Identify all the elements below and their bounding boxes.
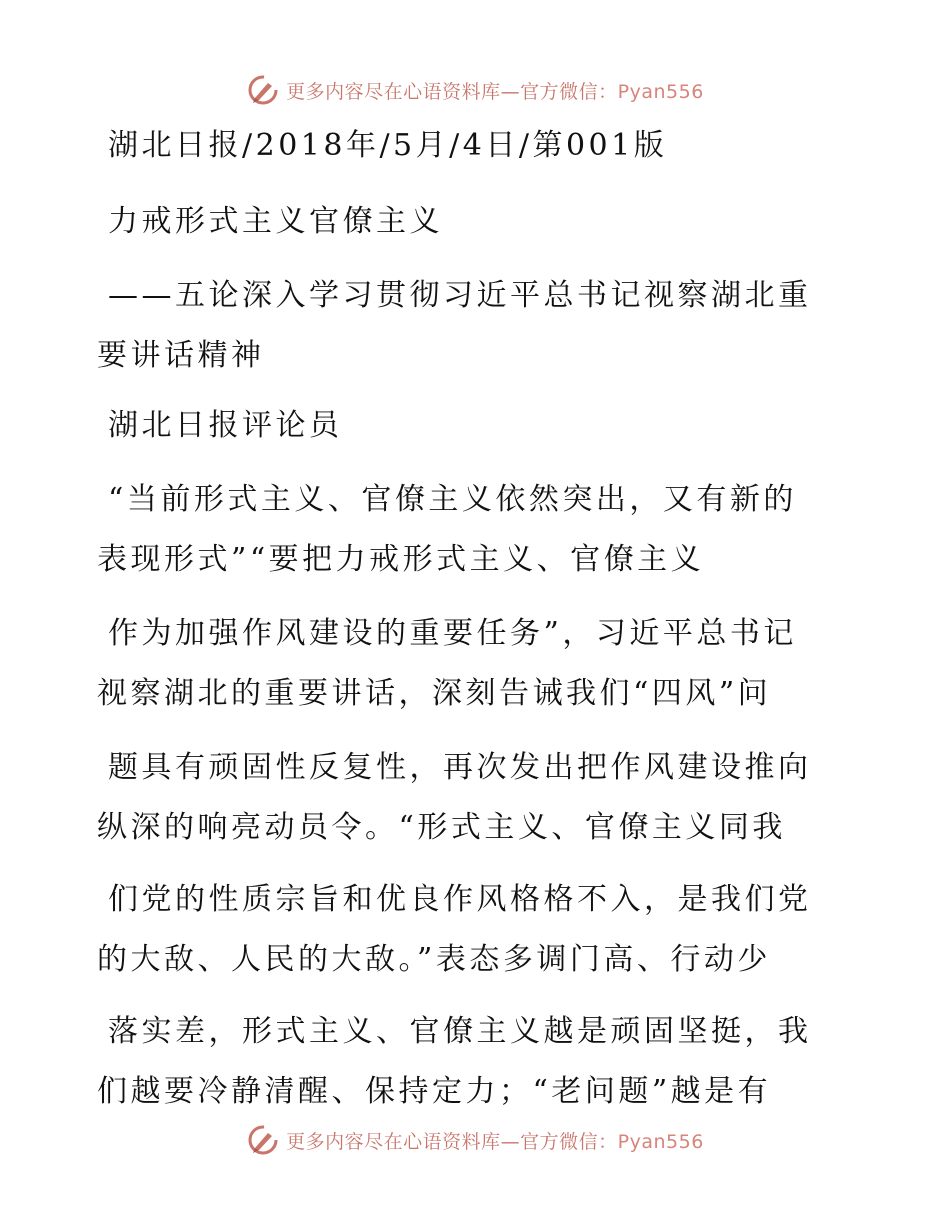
- pen-logo-icon: [246, 1123, 280, 1157]
- watermark-text: 更多内容尽在心语资料库—官方微信：Pyan556: [286, 80, 704, 103]
- body-line: 纵深的响亮动员令。“形式主义、官僚主义同我: [97, 810, 786, 845]
- body-line: “当前形式主义、官僚主义依然突出，又有新的: [108, 482, 797, 517]
- body-line: 表现形式”“要把力戒形式主义、官僚主义: [97, 542, 705, 577]
- body-line: 们党的性质宗旨和优良作风格格不入，是我们党: [108, 882, 812, 917]
- article-title: 力戒形式主义官僚主义: [108, 204, 443, 239]
- body-line: 作为加强作风建设的重要任务”，习近平总书记: [108, 616, 797, 651]
- body-line: 们越要冷静清醒、保持定力；“老问题”越是有: [97, 1074, 772, 1109]
- article-subtitle: ——五论深入学习贯彻习近平总书记视察湖北重: [108, 278, 812, 313]
- body-line: 题具有顽固性反复性，再次发出把作风建设推向: [108, 750, 812, 785]
- body-line: 落实差，形式主义、官僚主义越是顽固坚挺，我: [108, 1014, 812, 1049]
- watermark-text: 更多内容尽在心语资料库—官方微信：Pyan556: [286, 1130, 704, 1153]
- article-subtitle-continued: 要讲话精神: [97, 338, 265, 373]
- header-line: 湖北日报/2018年/5月/4日/第001版: [108, 128, 668, 163]
- pen-logo-icon: [246, 73, 280, 107]
- watermark-bottom: [0, 1120, 950, 1160]
- body-line: 的大敌、人民的大敌。”表态多调门高、行动少: [97, 942, 771, 977]
- watermark-top: [0, 70, 950, 110]
- byline: 湖北日报评论员: [108, 408, 343, 443]
- body-line: 视察湖北的重要讲话，深刻告诫我们“四风”问: [97, 676, 772, 711]
